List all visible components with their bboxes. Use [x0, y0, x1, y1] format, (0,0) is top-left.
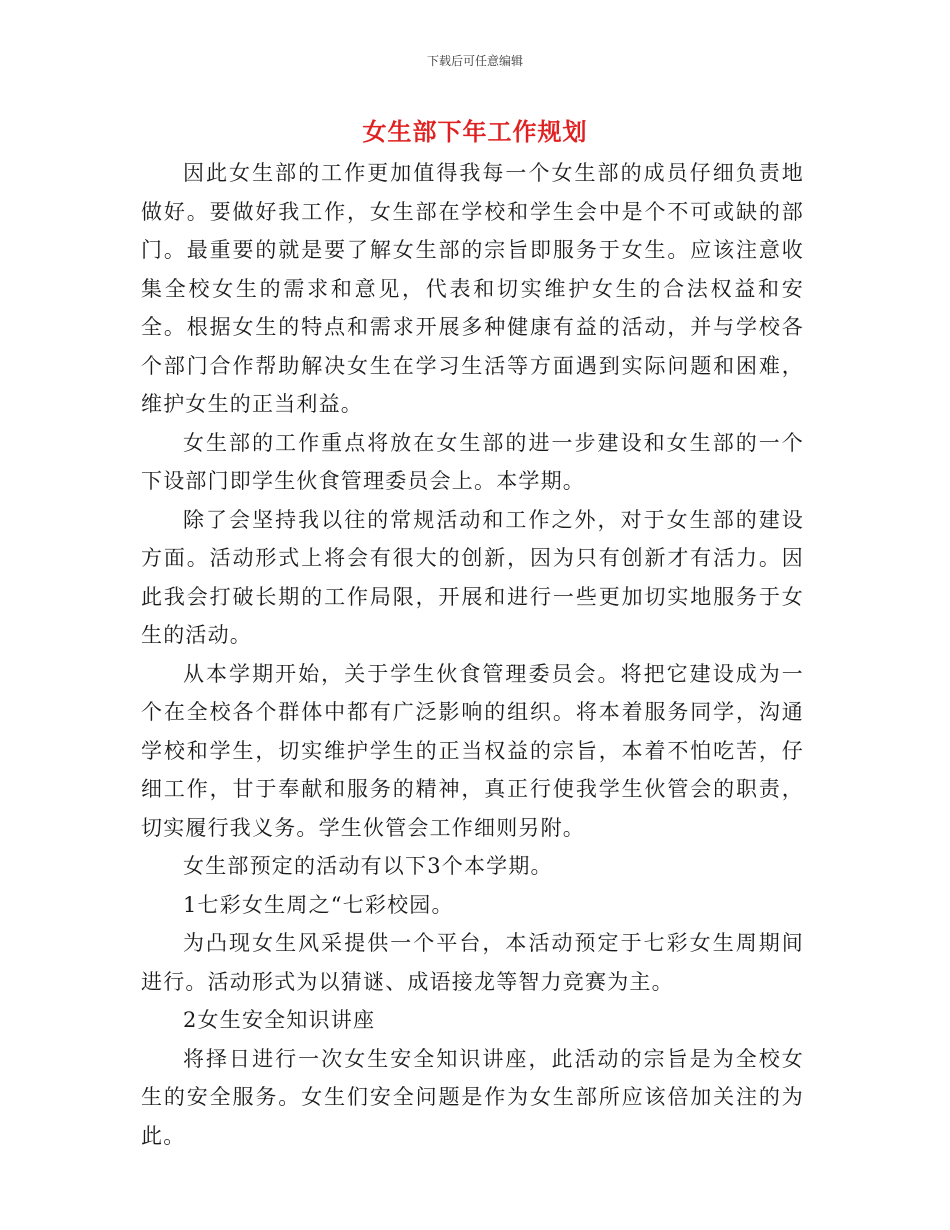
paragraph: 从本学期开始，关于学生伙食管理委员会。将把它建设成为一个在全校各个群体中都有广泛影响的组织。将本着服务同学，沟通学校和学生，切实维护学生的正当权益的宗旨，本着不怕吃苦，仔细工作，甘于奉献和服务的精神，真正行使我学生伙管会的职责，切实履行我义务。学生伙管会工作细则另附。 [141, 661, 804, 840]
paragraph: 将择日进行一次女生安全知识讲座，此活动的宗旨是为全校女生的安全服务。女生们安全问题是作为女生部所应该倍加关注的为此。 [141, 1046, 804, 1148]
document-body [141, 154, 804, 1155]
paragraph: 因此女生部的工作更加值得我每一个女生部的成员仔细负责地做好。要做好我工作，女生部在学校和学生会中是个不可或缺的部门。最重要的就是要了解女生部的宗旨即服务于女生。应该注意收集全校女生的需求和意见，代表和切实维护女生的合法权益和安全。根据女生的特点和需求开展多种健康有益的活动，并与学校各个部门合作帮助解决女生在学习生活等方面遇到实际问题和困难，维护女生的正当利益。 [141, 161, 804, 416]
header-note: 下载后可任意编辑 [426, 54, 523, 68]
paragraph: 女生部的工作重点将放在女生部的进一步建设和女生部的一个下设部门即学生伙食管理委员会上。本学期。 [141, 430, 804, 493]
paragraph: 除了会坚持我以往的常规活动和工作之外，对于女生部的建设方面。活动形式上将会有很大的创新，因为只有创新才有活力。因此我会打破长期的工作局限，开展和进行一些更加切实地服务于女生的活动。 [141, 507, 804, 647]
paragraph: 为凸现女生风采提供一个平台，本活动预定于七彩女生周期间进行。活动形式为以猜谜、成语接龙等智力竞赛为主。 [141, 931, 804, 994]
list-heading: 1七彩女生周之“七彩校园。 [183, 892, 454, 917]
list-heading: 2女生安全知识讲座 [183, 1008, 376, 1032]
document-title: 女生部下年工作规划 [362, 117, 588, 146]
paragraph: 女生部预定的活动有以下3个本学期。 [183, 854, 553, 878]
